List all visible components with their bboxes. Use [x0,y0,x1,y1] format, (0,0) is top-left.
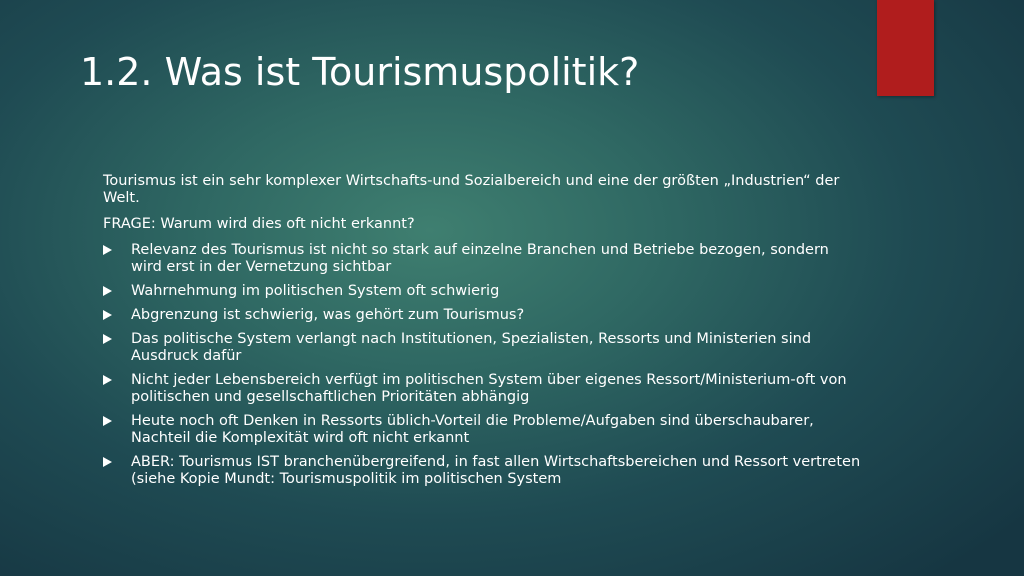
bullet-list [103,242,863,488]
list-item [103,413,863,447]
arrow-right-icon [103,334,112,344]
arrow-right-icon [103,375,112,385]
question-paragraph: FRAGE: Warum wird dies oft nicht erkannt? [103,216,415,232]
list-item [103,283,863,300]
bullet-text: Relevanz des Tourismus ist nicht so stark auf einzelne Branchen und Betriebe bezogen, sondern wird erst in der Vernetzung sichtbar [131,242,829,275]
list-item [103,454,863,488]
bullet-text: Wahrnehmung im politischen System oft schwierig [131,283,500,299]
arrow-right-icon [103,457,112,467]
list-item [103,242,863,276]
arrow-right-icon [103,245,112,255]
list-item [103,331,863,365]
slide-title: 1.2. Was ist Tourismuspolitik? [80,50,640,94]
arrow-right-icon [103,416,112,426]
bullet-text: Abgrenzung ist schwierig, was gehört zum Tourismus? [131,307,525,323]
bullet-text: ABER: Tourismus IST branchenübergreifend, in fast allen Wirtschaftsbereichen und Ressort vertreten (siehe Kopie Mundt: Tourismuspolitik im politischen System [131,454,861,487]
intro-paragraph: Tourismus ist ein sehr komplexer Wirtschafts-und Sozialbereich und eine der größten „Industrien“ der Welt. [103,173,840,206]
bullet-text: Nicht jeder Lebensbereich verfügt im politischen System über eigenes Ressort/Ministerium-oft von politischen und gesellschaftlichen Prioritäten abhängig [131,372,847,405]
arrow-right-icon [103,286,112,296]
arrow-right-icon [103,310,112,320]
list-item [103,372,863,406]
bullet-text: Heute noch oft Denken in Ressorts üblich-Vorteil die Probleme/Aufgaben sind überschaubarer, Nachteil die Komplexität wird oft nicht erkannt [131,413,814,446]
bullet-text: Das politische System verlangt nach Institutionen, Spezialisten, Ressorts und Ministerien sind Ausdruck dafür [131,331,812,364]
list-item [103,307,863,324]
accent-bar [877,0,934,96]
slide-body [103,173,863,495]
